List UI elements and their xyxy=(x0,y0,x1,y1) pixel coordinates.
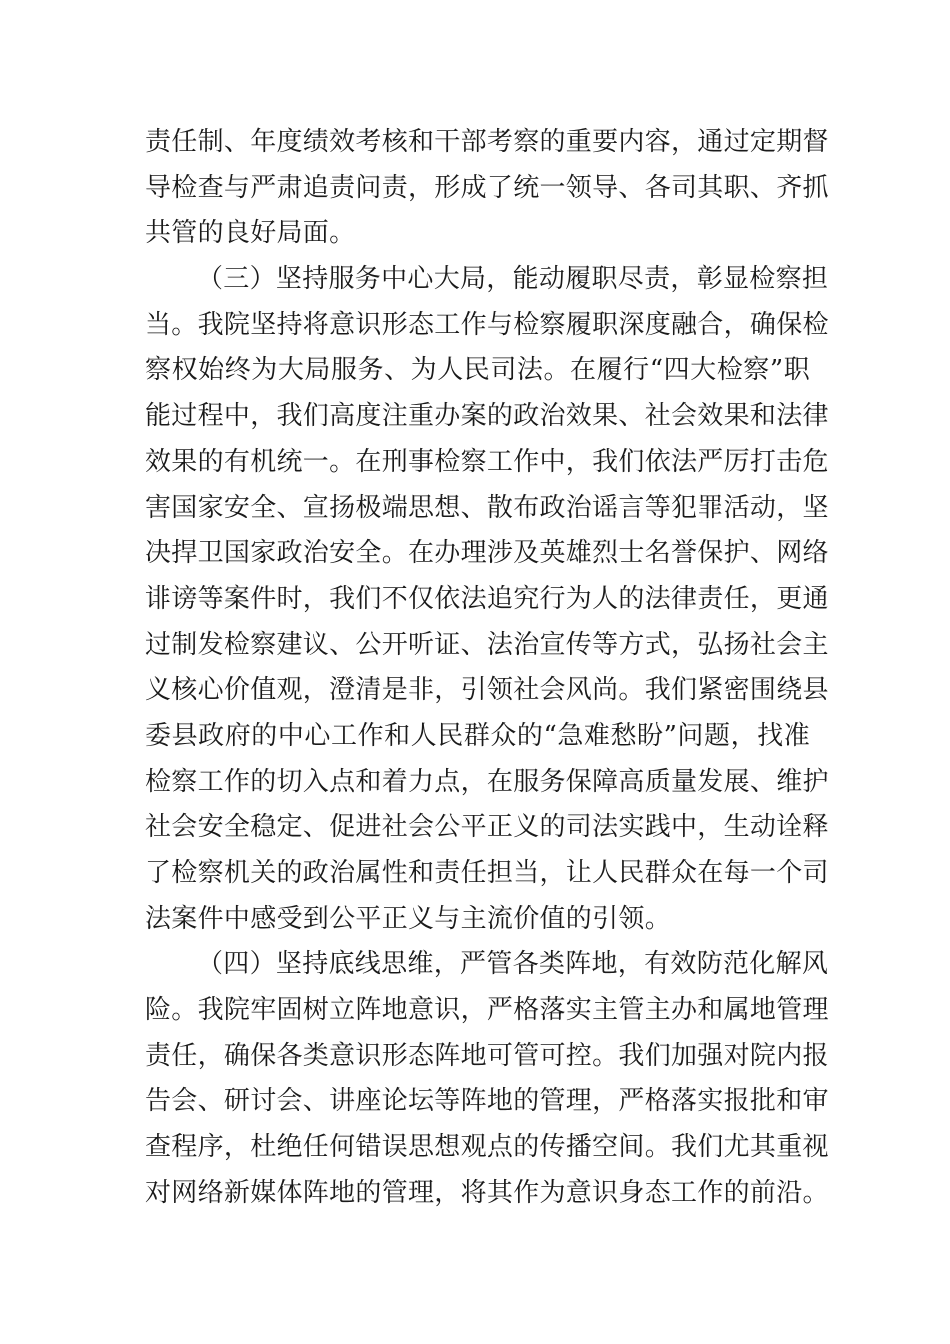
text-line: 导检查与严肃追责问责，形成了统一领导、各司其职、齐抓 xyxy=(145,172,829,203)
text-line: 责任制、年度绩效考核和干部考察的重要内容，通过定期督 xyxy=(145,127,829,157)
text-line: 社会安全稳定、促进社会公平正义的司法实践中，生动诠释 xyxy=(145,812,829,843)
paragraph-heading-4: （四）坚持底线思维，严管各类阵地，有效防范化解风 xyxy=(197,949,829,980)
text-line: 法案件中感受到公平正义与主流价值的引领。 xyxy=(145,903,672,934)
text-line: 效果的有机统一。在刑事检察工作中，我们依法严厉打击危 xyxy=(145,446,829,477)
text-line: 委县政府的中心工作和人民群众的“急难愁盼”问题，找准 xyxy=(145,720,810,751)
text-line: 对网络新媒体阵地的管理，将其作为意识身态工作的前沿。 xyxy=(145,1177,829,1208)
text-line: 义核心价值观，澄清是非，引领社会风尚。我们紧密围绕县 xyxy=(145,675,829,706)
text-line: 察权始终为大局服务、为人民司法。在履行“四大检察”职 xyxy=(145,355,810,386)
text-line: 了检察机关的政治属性和责任担当，让人民群众在每一个司 xyxy=(145,858,829,888)
text-line: 检察工作的切入点和着力点，在服务保障高质量发展、维护 xyxy=(145,766,829,797)
text-line: 决捍卫国家政治安全。在办理涉及英雄烈士名誉保护、网络 xyxy=(145,538,829,569)
document-body xyxy=(145,120,829,1217)
text-line: 能过程中，我们高度注重办案的政治效果、社会效果和法律 xyxy=(145,401,829,432)
text-line: 害国家安全、宣扬极端思想、散布政治谣言等犯罪活动，坚 xyxy=(145,492,829,523)
text-line: 险。我院牢固树立阵地意识，严格落实主管主办和属地管理 xyxy=(145,995,829,1026)
paragraph-heading-3: （三）坚持服务中心大局，能动履职尽责，彰显检察担 xyxy=(197,264,829,295)
text-line: 诽谤等案件时，我们不仅依法追究行为人的法律责任，更通 xyxy=(145,583,829,614)
text-line: 责任，确保各类意识形态阵地可管可控。我们加强对院内报 xyxy=(145,1040,829,1071)
text-line: 告会、研讨会、讲座论坛等阵地的管理，严格落实报批和审 xyxy=(145,1086,829,1117)
text-line: 共管的良好局面。 xyxy=(145,218,356,249)
text-line: 当。我院坚持将意识形态工作与检察履职深度融合，确保检 xyxy=(145,309,829,340)
text-line: 过制发检察建议、公开听证、法治宣传等方式，弘扬社会主 xyxy=(145,629,829,660)
text-line: 查程序，杜绝任何错误思想观点的传播空间。我们尤其重视 xyxy=(145,1132,829,1163)
